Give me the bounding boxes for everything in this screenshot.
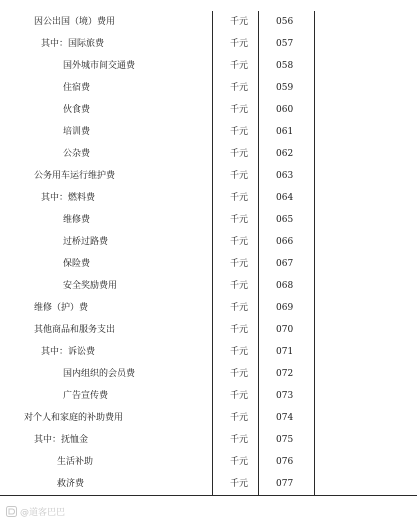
item-unit: 千元 <box>230 457 249 467</box>
item-unit: 千元 <box>230 193 249 203</box>
item-unit: 千元 <box>230 61 249 71</box>
item-code: 065 <box>276 215 294 225</box>
item-name: 国外城市间交通费 <box>63 61 136 71</box>
table-row <box>0 11 417 33</box>
item-unit: 千元 <box>230 281 249 291</box>
item-code: 063 <box>276 171 294 181</box>
item-code: 058 <box>276 61 294 71</box>
table-row <box>0 319 417 341</box>
item-code: 060 <box>276 105 294 115</box>
item-code: 059 <box>276 83 294 93</box>
doc-logo-icon <box>6 506 17 517</box>
item-code: 066 <box>276 237 294 247</box>
table-row <box>0 121 417 143</box>
item-code: 056 <box>276 17 294 27</box>
item-unit: 千元 <box>230 17 249 27</box>
item-unit: 千元 <box>230 127 249 137</box>
item-name: 过桥过路费 <box>63 237 109 247</box>
table-row <box>0 187 417 209</box>
table-row <box>0 33 417 55</box>
item-code: 061 <box>276 127 294 137</box>
item-name: 维修费 <box>63 215 91 225</box>
item-unit: 千元 <box>230 237 249 247</box>
item-unit: 千元 <box>230 83 249 93</box>
item-unit: 千元 <box>230 171 249 181</box>
item-unit: 千元 <box>230 105 249 115</box>
item-name: 救济费 <box>57 479 85 489</box>
item-name: 生活补助 <box>57 457 94 467</box>
item-name: 维修（护）费 <box>34 303 89 313</box>
item-name: 其中：国际旅费 <box>41 39 105 49</box>
table-bottom-border <box>0 495 417 496</box>
table-row <box>0 55 417 77</box>
item-unit: 千元 <box>230 413 249 423</box>
item-unit: 千元 <box>230 391 249 401</box>
item-code: 073 <box>276 391 294 401</box>
table-row <box>0 451 417 473</box>
table-row <box>0 231 417 253</box>
table-row <box>0 143 417 165</box>
item-name: 住宿费 <box>63 83 91 93</box>
table-row <box>0 253 417 275</box>
item-name: 其中：诉讼费 <box>41 347 96 357</box>
item-name: 其中：抚恤金 <box>34 435 89 445</box>
item-unit: 千元 <box>230 347 249 357</box>
item-name: 国内组织的会员费 <box>63 369 136 379</box>
item-code: 077 <box>276 479 294 489</box>
item-name: 因公出国（境）费用 <box>34 17 116 27</box>
item-code: 072 <box>276 369 294 379</box>
item-name: 其他商品和服务支出 <box>34 325 116 335</box>
table-row <box>0 297 417 319</box>
item-unit: 千元 <box>230 435 249 445</box>
item-code: 062 <box>276 149 294 159</box>
table-row <box>0 165 417 187</box>
item-name: 广告宣传费 <box>63 391 109 401</box>
item-name: 公杂费 <box>63 149 91 159</box>
table-row <box>0 77 417 99</box>
table-row <box>0 429 417 451</box>
item-unit: 千元 <box>230 479 249 489</box>
item-code: 064 <box>276 193 294 203</box>
item-name: 安全奖励费用 <box>63 281 118 291</box>
item-name: 保险费 <box>63 259 91 269</box>
table-row <box>0 363 417 385</box>
item-unit: 千元 <box>230 325 249 335</box>
item-code: 074 <box>276 413 294 423</box>
table-row <box>0 99 417 121</box>
table-row <box>0 385 417 407</box>
item-code: 070 <box>276 325 294 335</box>
item-code: 067 <box>276 259 294 269</box>
item-name: 培训费 <box>63 127 91 137</box>
item-code: 069 <box>276 303 294 313</box>
item-name: 其中：燃料费 <box>41 193 96 203</box>
item-unit: 千元 <box>230 303 249 313</box>
expense-table <box>0 11 417 495</box>
item-name: 公务用车运行维护费 <box>34 171 116 181</box>
item-unit: 千元 <box>230 39 249 49</box>
table-row <box>0 407 417 429</box>
item-unit: 千元 <box>230 259 249 269</box>
table-row <box>0 209 417 231</box>
item-code: 068 <box>276 281 294 291</box>
table-row <box>0 275 417 297</box>
item-name: 伙食费 <box>63 105 91 115</box>
item-unit: 千元 <box>230 149 249 159</box>
watermark <box>6 504 65 518</box>
table-row <box>0 473 417 495</box>
item-code: 071 <box>276 347 294 357</box>
item-code: 076 <box>276 457 294 467</box>
item-code: 057 <box>276 39 294 49</box>
table-row <box>0 341 417 363</box>
item-name: 对个人和家庭的补助费用 <box>24 413 124 423</box>
item-code: 075 <box>276 435 294 445</box>
item-unit: 千元 <box>230 369 249 379</box>
watermark-text: @道客巴巴 <box>20 507 66 518</box>
item-unit: 千元 <box>230 215 249 225</box>
